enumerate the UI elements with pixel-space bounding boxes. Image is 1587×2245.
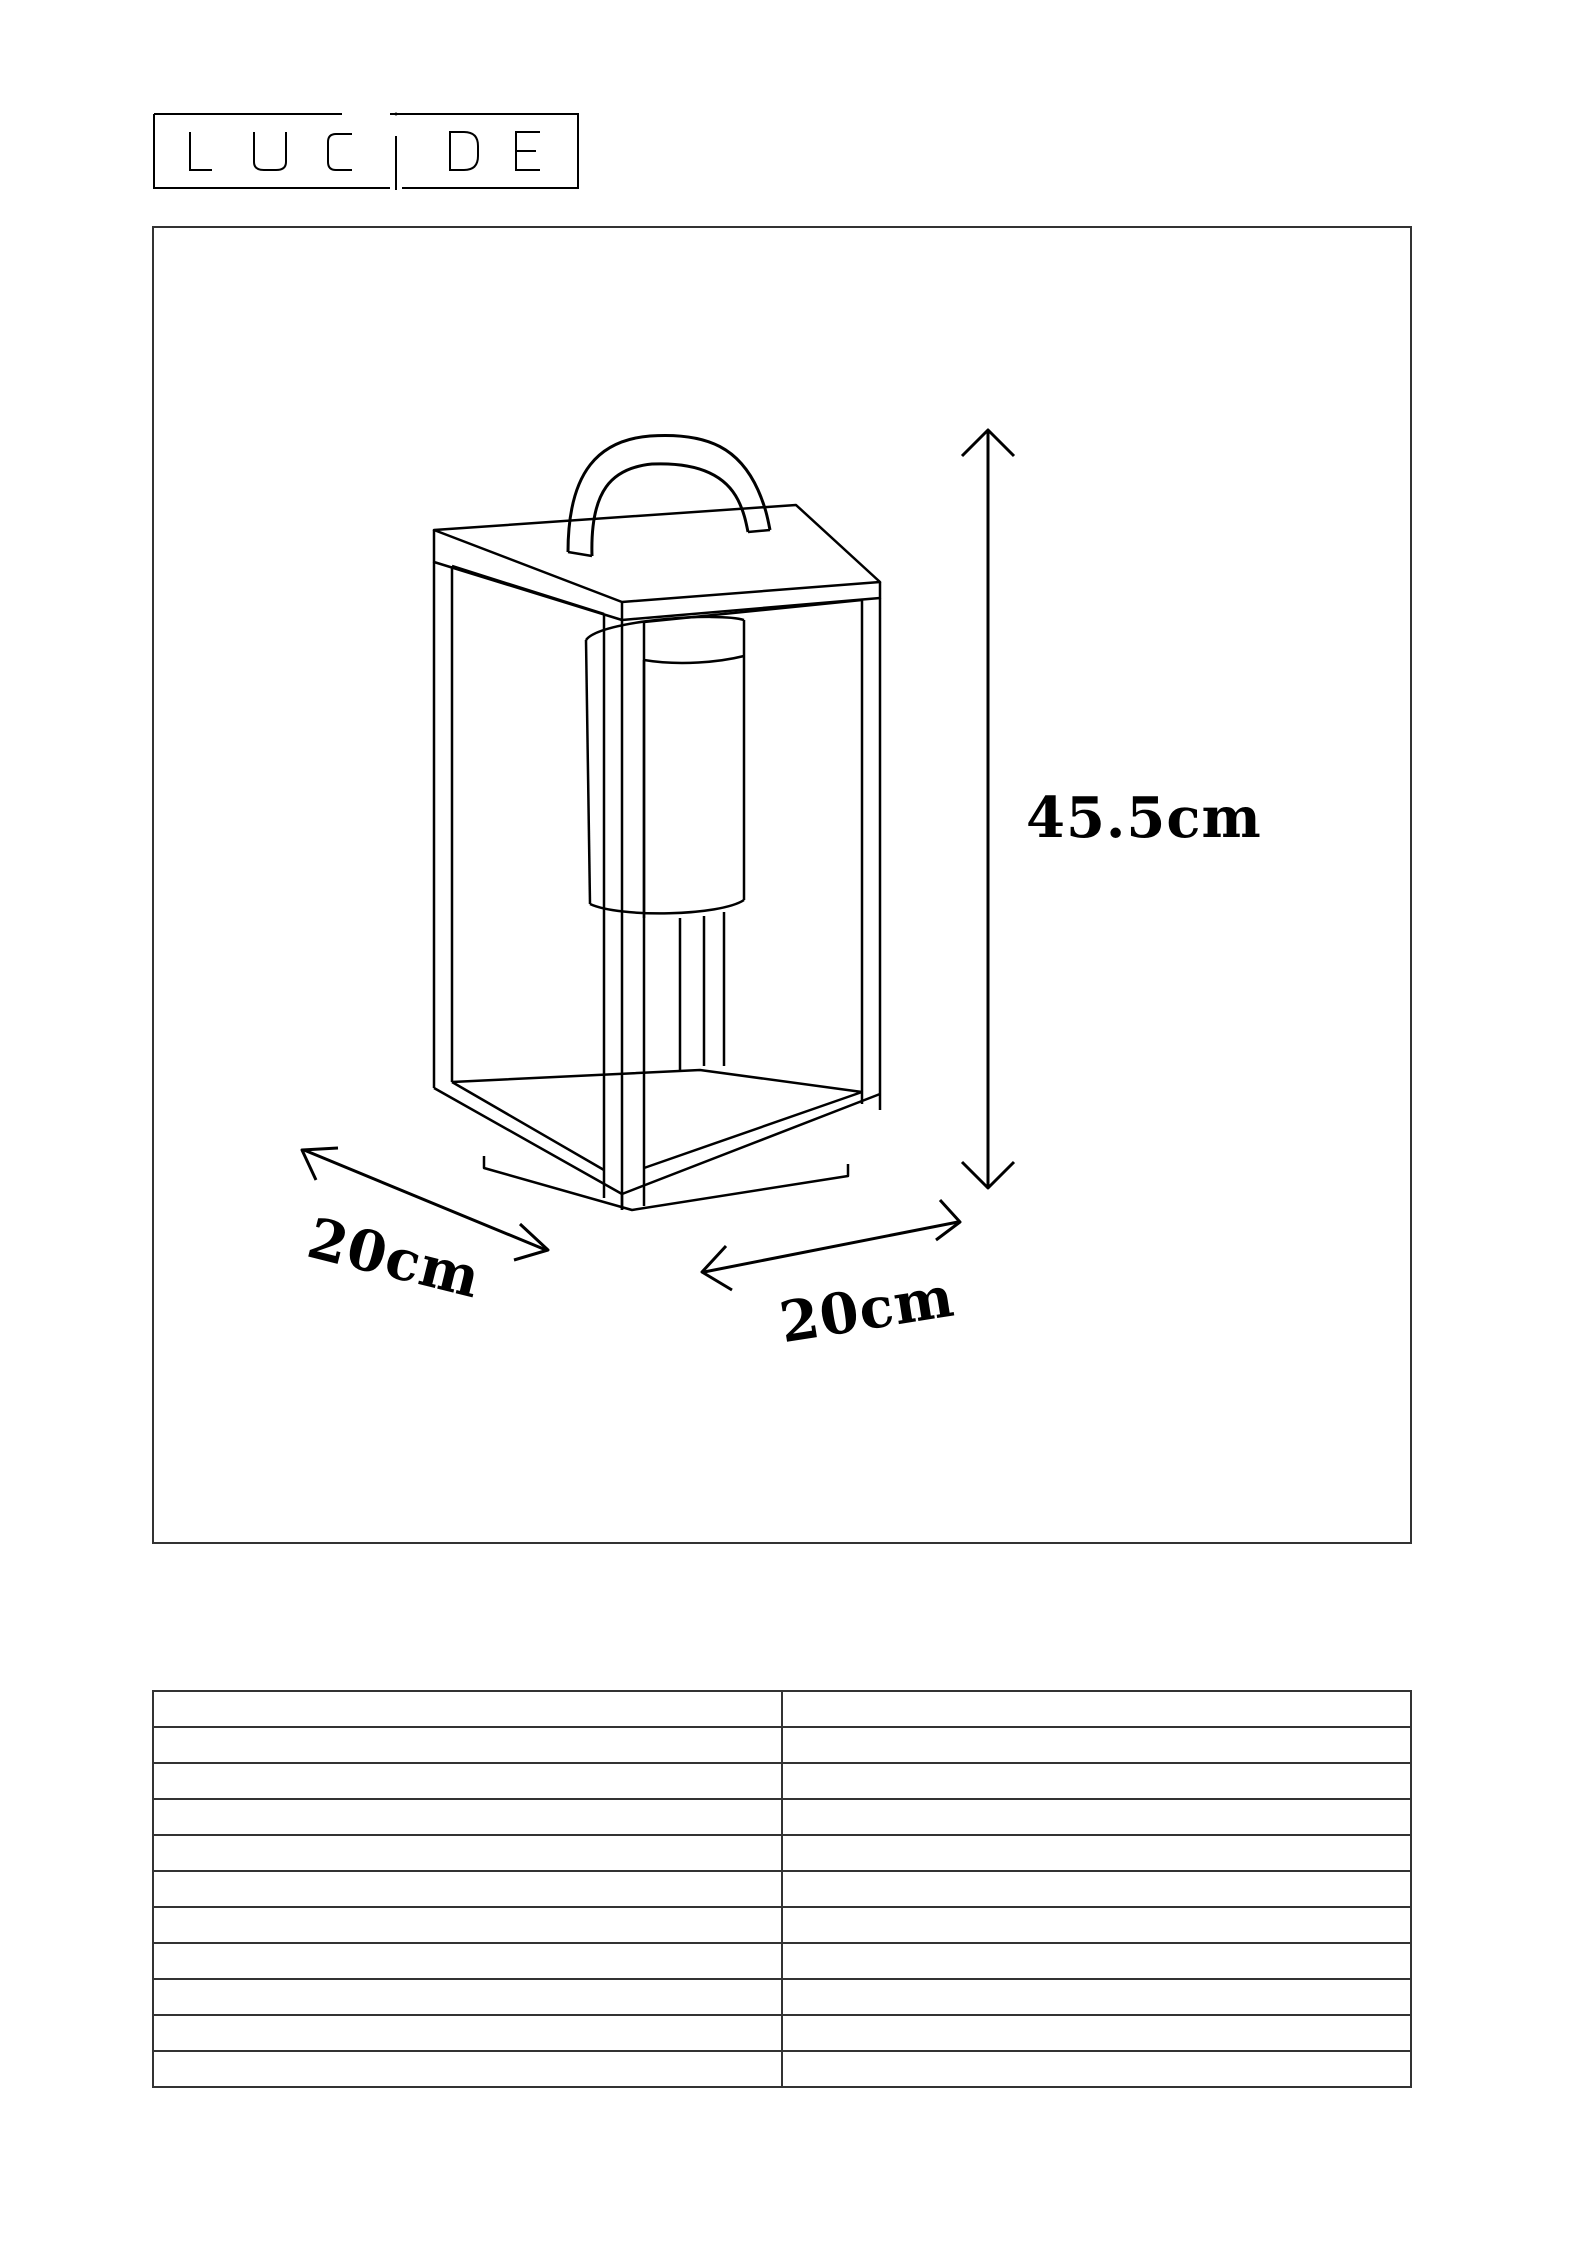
spec-value-cell (782, 1799, 1411, 1835)
table-row (153, 1691, 1411, 1727)
depth-dimension-label: 20cm (301, 1205, 488, 1312)
table-row (153, 1727, 1411, 1763)
spec-value-cell (782, 1979, 1411, 2015)
spec-value-cell (782, 1943, 1411, 1979)
spec-label-cell (153, 1871, 782, 1907)
spec-label-cell (153, 1907, 782, 1943)
width-dimension-label: 20cm (775, 1263, 959, 1357)
table-row (153, 1943, 1411, 1979)
table-row (153, 1763, 1411, 1799)
table-row (153, 1871, 1411, 1907)
spec-value-cell (782, 1763, 1411, 1799)
spec-value-cell (782, 1871, 1411, 1907)
spec-label-cell (153, 2051, 782, 2087)
table-row (153, 1979, 1411, 2015)
spec-label-cell (153, 1727, 782, 1763)
table-row (153, 1835, 1411, 1871)
table-row (153, 1799, 1411, 1835)
spec-value-cell (782, 1907, 1411, 1943)
height-dimension-label: 45.5cm (1026, 785, 1262, 851)
spec-value-cell (782, 1727, 1411, 1763)
table-row (153, 1907, 1411, 1943)
spec-label-cell (153, 1691, 782, 1727)
spec-table (152, 1690, 1412, 2088)
table-row (153, 2051, 1411, 2087)
spec-label-cell (153, 1979, 782, 2015)
spec-label-cell (153, 1835, 782, 1871)
spec-label-cell (153, 2015, 782, 2051)
spec-value-cell (782, 2015, 1411, 2051)
spec-value-cell (782, 1835, 1411, 1871)
spec-value-cell (782, 2051, 1411, 2087)
spec-label-cell (153, 1943, 782, 1979)
table-row (153, 2015, 1411, 2051)
spec-value-cell (782, 1691, 1411, 1727)
spec-label-cell (153, 1763, 782, 1799)
spec-label-cell (153, 1799, 782, 1835)
